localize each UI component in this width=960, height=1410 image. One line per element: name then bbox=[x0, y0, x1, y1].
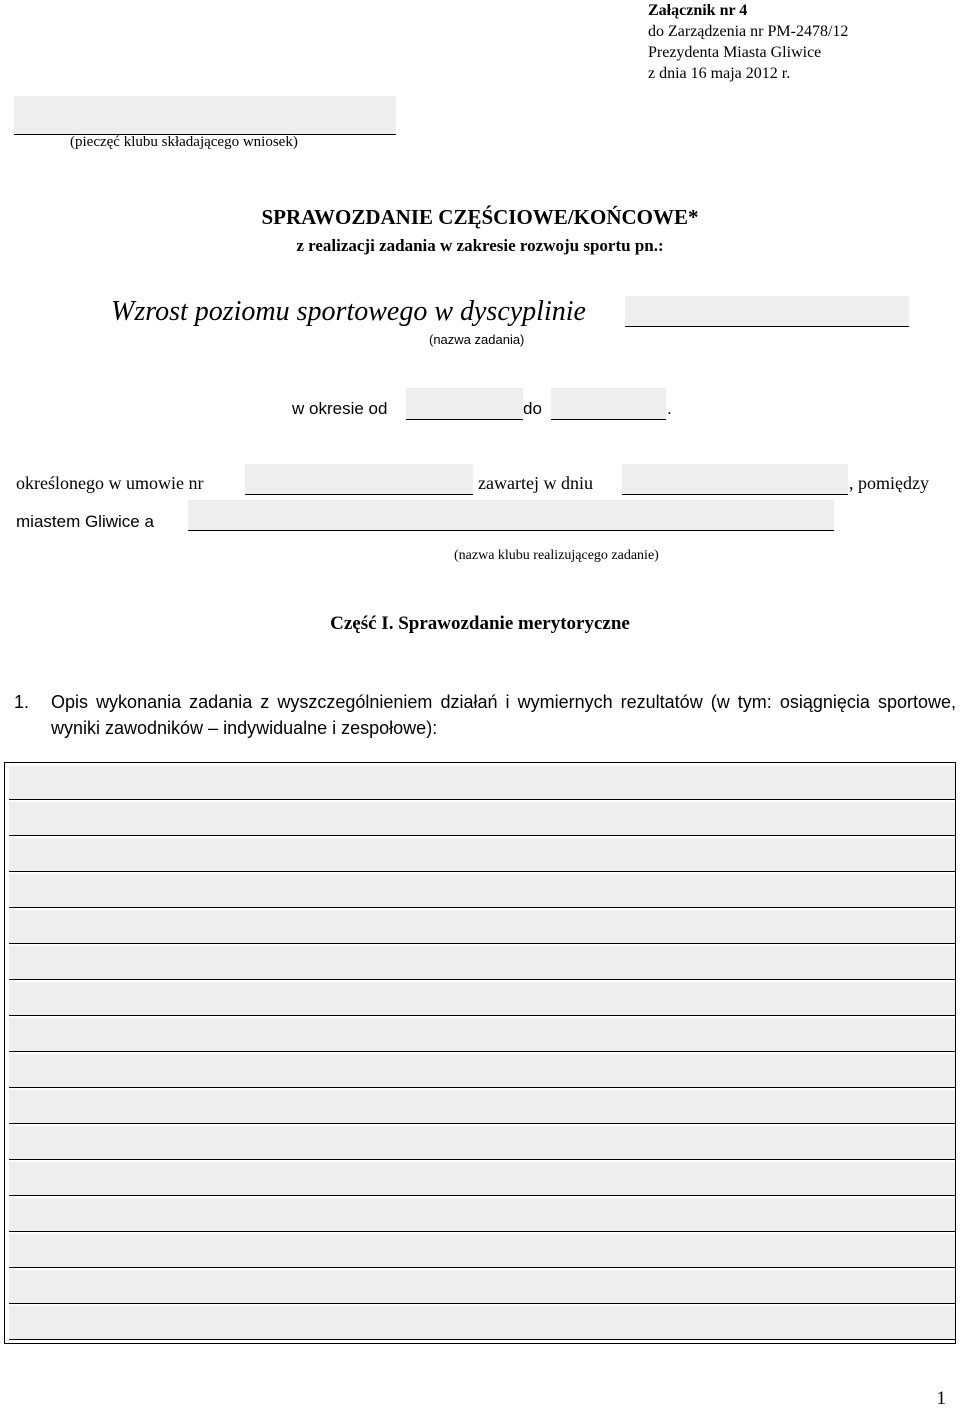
page-number: 1 bbox=[936, 1388, 946, 1409]
issuer: Prezydenta Miasta Gliwice bbox=[648, 44, 822, 61]
writing-line[interactable] bbox=[9, 982, 955, 1016]
writing-line[interactable] bbox=[9, 802, 955, 836]
club-stamp-field[interactable] bbox=[14, 96, 396, 135]
ordinance-date: z dnia 16 maja 2012 r. bbox=[648, 65, 791, 82]
task-name: Wzrost poziomu sportowego w dyscyplinie bbox=[111, 296, 586, 327]
description-answer-box[interactable] bbox=[4, 762, 956, 1344]
writing-line[interactable] bbox=[9, 946, 955, 980]
report-title: SPRAWOZDANIE CZĘŚCIOWE/KOŃCOWE* bbox=[261, 205, 699, 229]
agreement-between-label: , pomiędzy bbox=[849, 473, 929, 493]
writing-line[interactable] bbox=[9, 1234, 955, 1268]
writing-line[interactable] bbox=[9, 1198, 955, 1232]
task-name-caption: (nazwa zadania) bbox=[429, 332, 525, 347]
writing-line[interactable] bbox=[9, 1054, 955, 1088]
period-from-field[interactable] bbox=[406, 388, 523, 420]
club-stamp-caption: (pieczęć klubu składającego wniosek) bbox=[70, 134, 298, 150]
writing-line[interactable] bbox=[9, 1270, 955, 1304]
period-end-dot: . bbox=[667, 399, 672, 418]
city-party-label: miastem Gliwice a bbox=[16, 512, 154, 531]
period-to-field[interactable] bbox=[551, 388, 666, 420]
period-from-label: w okresie od bbox=[292, 399, 388, 418]
club-name-caption: (nazwa klubu realizującego zadanie) bbox=[454, 548, 659, 563]
agreement-number-field[interactable] bbox=[245, 464, 473, 495]
writing-line[interactable] bbox=[9, 838, 955, 872]
writing-line[interactable] bbox=[9, 1306, 955, 1340]
writing-line[interactable] bbox=[9, 1018, 955, 1052]
report-subtitle: z realizacji zadania w zakresie rozwoju sportu pn.: bbox=[296, 236, 664, 255]
agreement-date-field[interactable] bbox=[622, 464, 848, 495]
club-name-field[interactable] bbox=[188, 500, 834, 531]
agreement-date-label: zawartej w dniu bbox=[478, 473, 593, 493]
attachment-header bbox=[648, 0, 848, 84]
section-title: Część I. Sprawozdanie merytoryczne bbox=[330, 613, 630, 634]
item-1-number: 1. bbox=[14, 692, 30, 712]
writing-line[interactable] bbox=[9, 910, 955, 944]
writing-line[interactable] bbox=[9, 874, 955, 908]
agreement-number-label: określonego w umowie nr bbox=[16, 473, 204, 493]
period-to-label: do bbox=[523, 399, 542, 418]
ordinance-ref: do Zarządzenia nr PM-2478/12 bbox=[648, 23, 849, 40]
attachment-number: Załącznik nr 4 bbox=[648, 2, 748, 19]
writing-line[interactable] bbox=[9, 766, 955, 800]
writing-line[interactable] bbox=[9, 1162, 955, 1196]
item-1-text: Opis wykonania zadania z wyszczególnieniem działań i wymiernych rezultatów (w tym: osiągnięcia sportowe, wyniki zawodników – indywidualne i zespołowe): bbox=[51, 692, 956, 738]
writing-line[interactable] bbox=[9, 1126, 955, 1160]
writing-line[interactable] bbox=[9, 1090, 955, 1124]
discipline-field[interactable] bbox=[625, 296, 909, 327]
